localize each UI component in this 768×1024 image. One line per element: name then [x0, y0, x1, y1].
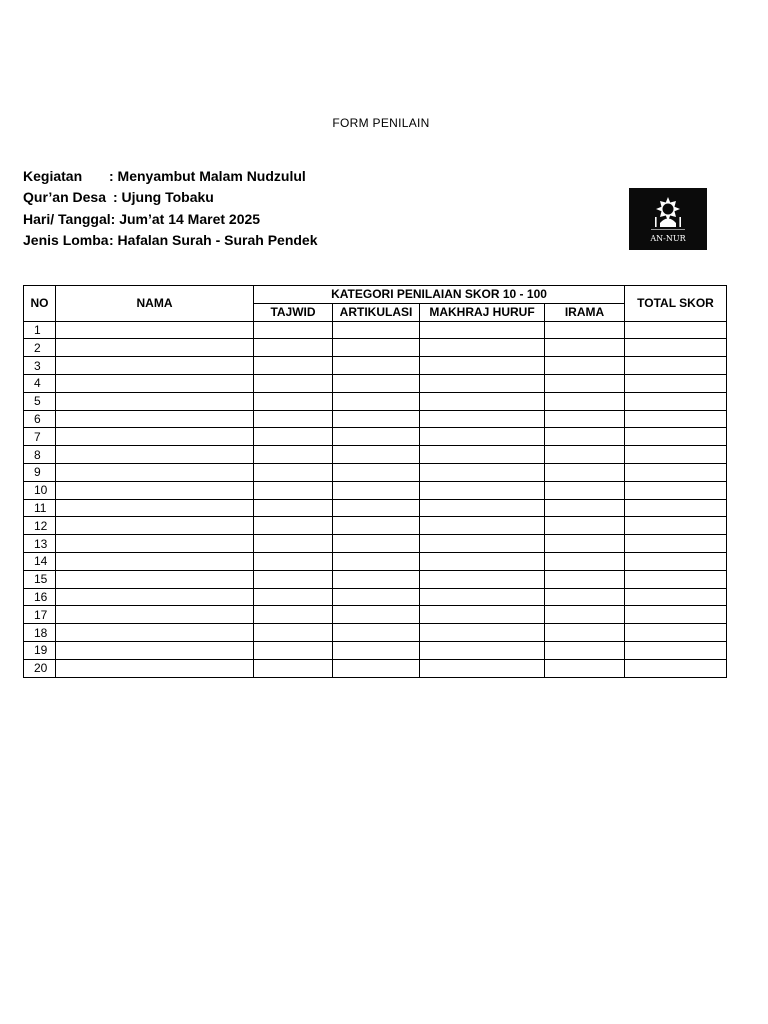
tajwid-cell[interactable] — [254, 321, 333, 339]
artikulasi-cell[interactable] — [333, 410, 420, 428]
nama-cell[interactable] — [56, 641, 254, 659]
table-row — [24, 659, 727, 677]
table-row — [24, 463, 727, 481]
artikulasi-cell[interactable] — [333, 588, 420, 606]
total-skor-cell[interactable] — [625, 570, 727, 588]
table-row — [24, 357, 727, 375]
info-value: : Hafalan Surah - Surah Pendek — [109, 231, 318, 248]
nama-cell[interactable] — [56, 481, 254, 499]
makhraj-cell[interactable] — [420, 339, 545, 357]
irama-cell[interactable] — [545, 428, 625, 446]
makhraj-cell[interactable] — [420, 463, 545, 481]
nama-cell[interactable] — [56, 321, 254, 339]
nama-cell[interactable] — [56, 517, 254, 535]
tajwid-cell[interactable] — [254, 374, 333, 392]
info-value: : Ujung Tobaku — [113, 189, 214, 206]
table-row — [24, 606, 727, 624]
irama-cell[interactable] — [545, 357, 625, 375]
makhraj-cell[interactable] — [420, 446, 545, 464]
total-skor-cell[interactable] — [625, 357, 727, 375]
artikulasi-cell[interactable] — [333, 552, 420, 570]
table-row — [24, 410, 727, 428]
tajwid-cell[interactable] — [254, 641, 333, 659]
no-cell: 12 — [24, 517, 56, 535]
header-nama: NAMA — [56, 286, 254, 322]
tajwid-cell[interactable] — [254, 517, 333, 535]
nama-cell[interactable] — [56, 552, 254, 570]
nama-cell[interactable] — [56, 535, 254, 553]
no-cell: 3 — [24, 357, 56, 375]
irama-cell[interactable] — [545, 535, 625, 553]
makhraj-cell[interactable] — [420, 570, 545, 588]
irama-cell[interactable] — [545, 641, 625, 659]
total-skor-cell[interactable] — [625, 588, 727, 606]
makhraj-cell[interactable] — [420, 321, 545, 339]
no-cell: 5 — [24, 392, 56, 410]
nama-cell[interactable] — [56, 499, 254, 517]
nama-cell[interactable] — [56, 410, 254, 428]
makhraj-cell[interactable] — [420, 659, 545, 677]
artikulasi-cell[interactable] — [333, 535, 420, 553]
table-row — [24, 321, 727, 339]
header-kategori: KATEGORI PENILAIAN SKOR 10 - 100 — [254, 286, 625, 304]
info-row-tanggal — [23, 209, 318, 230]
irama-cell[interactable] — [545, 321, 625, 339]
no-cell: 10 — [24, 481, 56, 499]
no-cell: 15 — [24, 570, 56, 588]
no-cell: 6 — [24, 410, 56, 428]
table-row — [24, 499, 727, 517]
no-cell: 14 — [24, 552, 56, 570]
artikulasi-cell[interactable] — [333, 517, 420, 535]
tajwid-cell[interactable] — [254, 588, 333, 606]
makhraj-cell[interactable] — [420, 606, 545, 624]
no-cell: 9 — [24, 463, 56, 481]
table-row — [24, 641, 727, 659]
tajwid-cell[interactable] — [254, 624, 333, 642]
makhraj-cell[interactable] — [420, 499, 545, 517]
info-value: : Jum’at 14 Maret 2025 — [110, 210, 261, 227]
table-row — [24, 446, 727, 464]
irama-cell[interactable] — [545, 410, 625, 428]
no-cell: 1 — [24, 321, 56, 339]
irama-cell[interactable] — [545, 374, 625, 392]
info-row-kegiatan — [23, 166, 318, 187]
total-skor-cell[interactable] — [625, 641, 727, 659]
tajwid-cell[interactable] — [254, 499, 333, 517]
info-label: Jenis Lomba — [23, 231, 109, 248]
total-skor-cell[interactable] — [625, 321, 727, 339]
artikulasi-cell[interactable] — [333, 624, 420, 642]
tajwid-cell[interactable] — [254, 392, 333, 410]
no-cell: 18 — [24, 624, 56, 642]
no-cell: 20 — [24, 659, 56, 677]
irama-cell[interactable] — [545, 570, 625, 588]
no-cell: 19 — [24, 641, 56, 659]
tajwid-cell[interactable] — [254, 357, 333, 375]
no-cell: 2 — [24, 339, 56, 357]
info-label: Kegiatan — [23, 168, 83, 184]
artikulasi-cell[interactable] — [333, 374, 420, 392]
nama-cell[interactable] — [56, 374, 254, 392]
nama-cell[interactable] — [56, 357, 254, 375]
makhraj-cell[interactable] — [420, 624, 545, 642]
total-skor-cell[interactable] — [625, 463, 727, 481]
irama-cell[interactable] — [545, 552, 625, 570]
total-skor-cell[interactable] — [625, 659, 727, 677]
nama-cell[interactable] — [56, 339, 254, 357]
total-skor-cell[interactable] — [625, 339, 727, 357]
irama-cell[interactable] — [545, 517, 625, 535]
table-row — [24, 481, 727, 499]
nama-cell[interactable] — [56, 624, 254, 642]
artikulasi-cell[interactable] — [333, 606, 420, 624]
total-skor-cell[interactable] — [625, 410, 727, 428]
no-cell: 8 — [24, 446, 56, 464]
no-cell: 17 — [24, 606, 56, 624]
artikulasi-cell[interactable] — [333, 463, 420, 481]
makhraj-cell[interactable] — [420, 552, 545, 570]
total-skor-cell[interactable] — [625, 606, 727, 624]
table-row — [24, 552, 727, 570]
artikulasi-cell[interactable] — [333, 321, 420, 339]
total-skor-cell[interactable] — [625, 446, 727, 464]
nama-cell[interactable] — [56, 392, 254, 410]
tajwid-cell[interactable] — [254, 570, 333, 588]
no-cell: 16 — [24, 588, 56, 606]
irama-cell[interactable] — [545, 588, 625, 606]
info-label: Hari/ Tanggal — [23, 210, 111, 227]
logo-text: AN-NUR — [650, 234, 686, 243]
no-cell: 13 — [24, 535, 56, 553]
annur-logo — [629, 188, 707, 250]
makhraj-cell[interactable] — [420, 517, 545, 535]
header-no: NO — [24, 286, 56, 322]
nama-cell[interactable] — [56, 659, 254, 677]
irama-cell[interactable] — [545, 446, 625, 464]
table-row — [24, 588, 727, 606]
irama-cell[interactable] — [545, 659, 625, 677]
tajwid-cell[interactable] — [254, 552, 333, 570]
artikulasi-cell[interactable] — [333, 428, 420, 446]
table-row — [24, 624, 727, 642]
info-value: : Menyambut Malam Nudzulul — [109, 168, 306, 184]
tajwid-cell[interactable] — [254, 659, 333, 677]
artikulasi-cell[interactable] — [333, 659, 420, 677]
artikulasi-cell[interactable] — [333, 499, 420, 517]
tajwid-cell[interactable] — [254, 606, 333, 624]
total-skor-cell[interactable] — [625, 374, 727, 392]
total-skor-cell[interactable] — [625, 552, 727, 570]
header-makhraj-huruf: MAKHRAJ HURUF — [420, 303, 545, 321]
tajwid-cell[interactable] — [254, 481, 333, 499]
event-info — [23, 166, 318, 251]
irama-cell[interactable] — [545, 499, 625, 517]
header-artikulasi: ARTIKULASI — [333, 303, 420, 321]
score-table-body — [24, 321, 727, 677]
info-row-desa — [23, 187, 318, 208]
artikulasi-cell[interactable] — [333, 641, 420, 659]
artikulasi-cell[interactable] — [333, 570, 420, 588]
info-row-lomba — [23, 230, 318, 251]
tajwid-cell[interactable] — [254, 339, 333, 357]
makhraj-cell[interactable] — [420, 374, 545, 392]
makhraj-cell[interactable] — [420, 535, 545, 553]
makhraj-cell[interactable] — [420, 481, 545, 499]
artikulasi-cell[interactable] — [333, 392, 420, 410]
irama-cell[interactable] — [545, 392, 625, 410]
makhraj-cell[interactable] — [420, 588, 545, 606]
table-row — [24, 392, 727, 410]
nama-cell[interactable] — [56, 446, 254, 464]
makhraj-cell[interactable] — [420, 392, 545, 410]
header-irama: IRAMA — [545, 303, 625, 321]
tajwid-cell[interactable] — [254, 410, 333, 428]
tajwid-cell[interactable] — [254, 463, 333, 481]
no-cell: 4 — [24, 374, 56, 392]
nama-cell[interactable] — [56, 463, 254, 481]
nama-cell[interactable] — [56, 588, 254, 606]
artikulasi-cell[interactable] — [333, 481, 420, 499]
nama-cell[interactable] — [56, 606, 254, 624]
table-row — [24, 535, 727, 553]
table-row — [24, 428, 727, 446]
makhraj-cell[interactable] — [420, 428, 545, 446]
info-label: Qur’an Desa — [23, 189, 106, 206]
form-title: FORM PENILAIN — [332, 116, 430, 130]
total-skor-cell[interactable] — [625, 481, 727, 499]
table-row — [24, 374, 727, 392]
irama-cell[interactable] — [545, 624, 625, 642]
total-skor-cell[interactable] — [625, 535, 727, 553]
total-skor-cell[interactable] — [625, 499, 727, 517]
irama-cell[interactable] — [545, 339, 625, 357]
makhraj-cell[interactable] — [420, 641, 545, 659]
artikulasi-cell[interactable] — [333, 357, 420, 375]
irama-cell[interactable] — [545, 606, 625, 624]
total-skor-cell[interactable] — [625, 624, 727, 642]
header-total-skor: TOTAL SKOR — [625, 286, 727, 322]
irama-cell[interactable] — [545, 481, 625, 499]
nama-cell[interactable] — [56, 428, 254, 446]
nama-cell[interactable] — [56, 570, 254, 588]
header-tajwid: TAJWID — [254, 303, 333, 321]
artikulasi-cell[interactable] — [333, 446, 420, 464]
tajwid-cell[interactable] — [254, 446, 333, 464]
no-cell: 7 — [24, 428, 56, 446]
artikulasi-cell[interactable] — [333, 339, 420, 357]
tajwid-cell[interactable] — [254, 428, 333, 446]
no-cell: 11 — [24, 499, 56, 517]
total-skor-cell[interactable] — [625, 428, 727, 446]
total-skor-cell[interactable] — [625, 392, 727, 410]
mosque-star-icon — [629, 188, 707, 250]
table-row — [24, 570, 727, 588]
irama-cell[interactable] — [545, 463, 625, 481]
makhraj-cell[interactable] — [420, 357, 545, 375]
score-table — [23, 285, 727, 678]
makhraj-cell[interactable] — [420, 410, 545, 428]
tajwid-cell[interactable] — [254, 535, 333, 553]
table-row — [24, 517, 727, 535]
table-row — [24, 339, 727, 357]
total-skor-cell[interactable] — [625, 517, 727, 535]
